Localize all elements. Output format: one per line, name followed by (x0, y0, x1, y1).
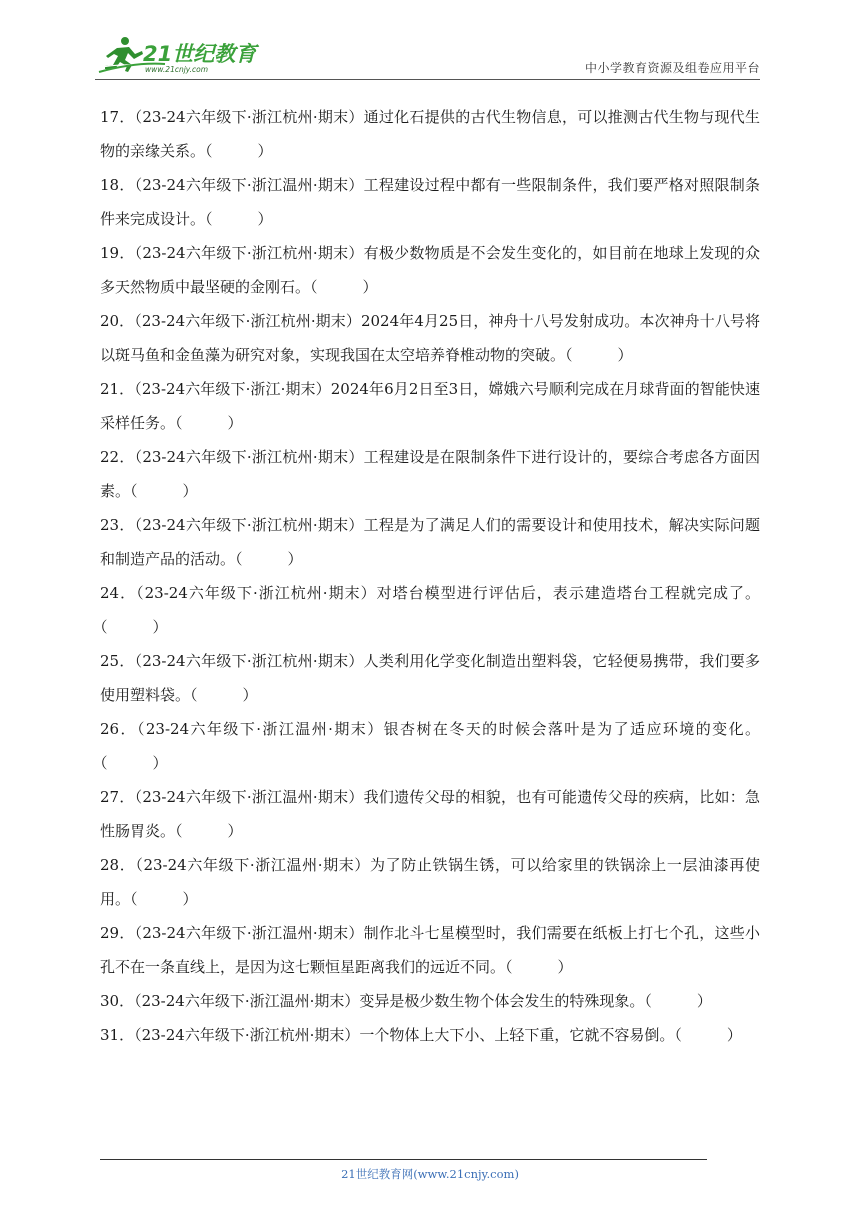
question-source: （23-24六年级下·浙江杭州·期末） (134, 108, 364, 126)
header-divider (95, 79, 760, 80)
question-text: 工程建设过程中都有一些限制条件，我们要严格对照限制条件来完成设计。 (100, 176, 760, 228)
question-source: （23-24六年级下·浙江杭州·期末） (134, 652, 364, 670)
page-footer[interactable]: 21世纪教育网(www.21cnjy.com) (341, 1167, 519, 1181)
answer-bracket[interactable]: （ ） (674, 1026, 742, 1044)
answer-bracket[interactable]: （ ） (175, 822, 243, 840)
answer-bracket[interactable]: （ ） (205, 142, 273, 160)
question-item (100, 712, 760, 780)
question-item (100, 236, 760, 304)
question-number: 18． (100, 176, 135, 194)
question-item (100, 1018, 760, 1052)
question-item (100, 100, 760, 168)
question-source: （23-24六年级下·浙江杭州·期末） (134, 516, 364, 534)
question-text: 制作北斗七星模型时，我们需要在纸板上打七个孔，这些小孔不在一条直线上，是因为这七颗恒星距离我们的远近不同。 (100, 924, 760, 976)
question-item (100, 916, 760, 984)
question-source: （23-24六年级下·浙江杭州·期末） (134, 1026, 360, 1044)
page-header (95, 34, 760, 80)
question-source: （23-24六年级下·浙江温州·期末） (134, 176, 364, 194)
question-source: （23-24六年级下·浙江温州·期末） (134, 924, 364, 942)
question-text: 通过化石提供的古代生物信息，可以推测古代生物与现代生物的亲缘关系。 (100, 108, 760, 160)
question-number: 25． (100, 652, 135, 670)
answer-bracket[interactable]: （ ） (310, 278, 378, 296)
question-item (100, 440, 760, 508)
question-text: 对塔台模型进行评估后，表示建造塔台工程就完成了。 (376, 584, 760, 602)
question-text: 我们遗传父母的相貌，也有可能遗传父母的疾病，比如：急性肠胃炎。 (100, 788, 760, 840)
answer-bracket[interactable]: （ ） (505, 958, 573, 976)
answer-bracket[interactable]: （ ） (175, 414, 243, 432)
answer-bracket[interactable]: （ ） (100, 618, 168, 636)
question-number: 21． (100, 380, 135, 398)
question-item (100, 372, 760, 440)
question-source: （23-24六年级下·浙江杭州·期末） (134, 244, 364, 262)
question-number: 26． (100, 720, 137, 738)
question-item (100, 848, 760, 916)
question-number: 19． (100, 244, 135, 262)
question-item (100, 984, 760, 1018)
question-source: （23-24六年级下·浙江杭州·期末） (134, 448, 364, 466)
answer-bracket[interactable]: （ ） (205, 210, 273, 228)
question-source: （23-24六年级下·浙江温州·期末） (134, 788, 364, 806)
question-text: 一个物体上大下小、上轻下重，它就不容易倒。 (359, 1026, 675, 1044)
question-number: 22． (100, 448, 135, 466)
question-number: 30． (100, 992, 135, 1010)
question-source: （23-24六年级下·浙江温州·期末） (135, 856, 370, 874)
answer-bracket[interactable]: （ ） (130, 890, 198, 908)
footer-divider (100, 1159, 707, 1160)
answer-bracket[interactable]: （ ） (644, 992, 712, 1010)
platform-title: 中小学教育资源及组卷应用平台 (584, 61, 760, 75)
question-number: 20． (100, 312, 135, 330)
question-source: （23-24六年级下·浙江温州·期末） (136, 720, 384, 738)
logo-url: www.21cnjy.com (145, 65, 209, 74)
question-number: 17． (100, 108, 135, 126)
answer-bracket[interactable]: （ ） (565, 346, 633, 364)
site-logo (95, 34, 265, 76)
question-text: 人类利用化学变化制造出塑料袋，它轻便易携带，我们要多使用塑料袋。 (100, 652, 760, 704)
question-number: 24． (100, 584, 137, 602)
question-item (100, 644, 760, 712)
question-text: 2024年6月2日至3日，嫦娥六号顺利完成在月球背面的智能快速采样任务。 (100, 380, 761, 432)
question-text: 工程是为了满足人们的需要设计和使用技术，解决实际问题和制造产品的活动。 (100, 516, 760, 568)
question-number: 27． (100, 788, 135, 806)
question-item (100, 576, 760, 644)
answer-bracket[interactable]: （ ） (130, 482, 198, 500)
question-text: 有极少数物质是不会发生变化的，如目前在地球上发现的众多天然物质中最坚硬的金刚石。 (100, 244, 760, 296)
question-number: 31． (100, 1026, 135, 1044)
question-text: 2024年4月25日，神舟十八号发射成功。本次神舟十八号将以斑马鱼和金鱼藻为研究对象，实现我国在太空培养脊椎动物的突破。 (100, 312, 761, 364)
question-text: 银杏树在冬天的时候会落叶是为了适应环境的变化。 (383, 720, 760, 738)
question-source: （23-24六年级下·浙江杭州·期末） (134, 312, 361, 330)
answer-bracket[interactable]: （ ） (235, 550, 303, 568)
question-item (100, 304, 760, 372)
answer-bracket[interactable]: （ ） (100, 754, 168, 772)
question-item (100, 508, 760, 576)
question-text: 工程建设是在限制条件下进行设计的，要综合考虑各方面因素。 (100, 448, 760, 500)
question-source: （23-24六年级下·浙江温州·期末） (134, 992, 360, 1010)
question-text: 变异是极少数生物个体会发生的特殊现象。 (359, 992, 645, 1010)
question-source: （23-24六年级下·浙江杭州·期末） (136, 584, 377, 602)
question-list (100, 100, 760, 1052)
question-item (100, 168, 760, 236)
question-item (100, 780, 760, 848)
question-number: 29． (100, 924, 135, 942)
logo-text: 21世纪教育 (143, 42, 257, 66)
question-number: 28． (100, 856, 136, 874)
question-source: （23-24六年级下·浙江·期末） (134, 380, 331, 398)
answer-bracket[interactable]: （ ） (190, 686, 258, 704)
question-text: 为了防止铁锅生锈，可以给家里的铁锅涂上一层油漆再使用。 (100, 856, 760, 908)
question-number: 23． (100, 516, 135, 534)
